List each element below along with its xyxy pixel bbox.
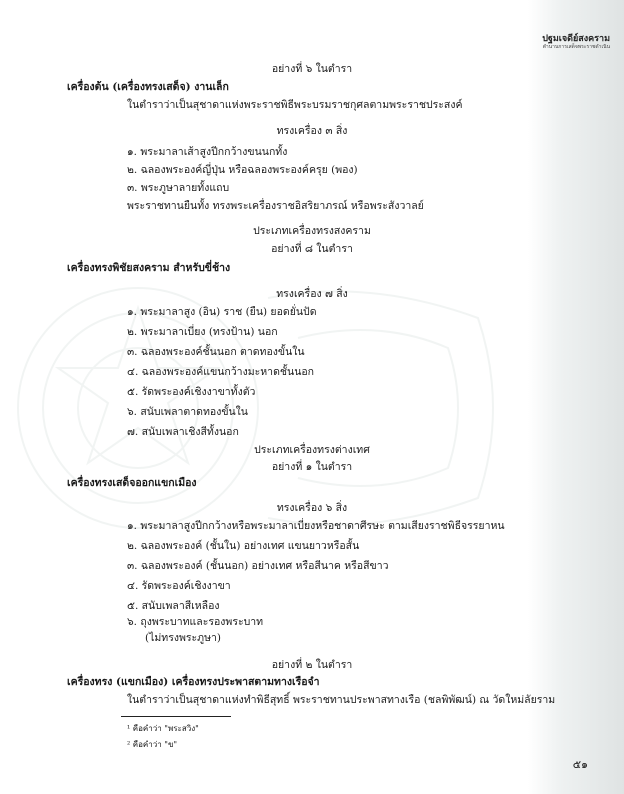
entry-title: เครื่องทรงพิชัยสงคราม สำหรับขี่ช้าง [67, 262, 231, 274]
entry-title: เครื่องทรง (แขกเมือง) เครื่องทรงประพาสตามทางเรือจำ [67, 676, 320, 688]
list-item: ๒. พระมาลาเบี่ยง (ทรงป้าน) นอก [127, 326, 278, 338]
list-item-note: (ไม่ทรงพระภูษา) [145, 632, 222, 644]
list-item: ๑. พระมาลาสูง (อิน) ราช (ยืน) ยอดยั่นปัด [127, 306, 317, 318]
entry-description: ในตำราว่าเป็นสุชาดาแห่งพระราชพิธีพระบรมราชกุศลตามพระราชประสงค์ [127, 99, 463, 111]
footnote: ¹ คือคำว่า "พระสวิง" [127, 724, 199, 733]
list-item: ๕. สนับเพลาสีเหลือง [127, 600, 220, 612]
list-item: ๗. สนับเพลาเชิงสีทั้งนอก [127, 426, 239, 438]
page-number: ๕๑ [572, 758, 588, 771]
list-item: ๓. ฉลองพระองค์ (ชั้นนอก) อย่างเทศ หรือสีนาค หรือสีขาว [127, 560, 389, 572]
section-heading: อย่างที่ ๒ ในตำรา [271, 659, 353, 671]
subsection-heading: ทรงเครื่อง ๓ สิ่ง [276, 125, 348, 137]
entry-title: เครื่องต้น (เครื่องทรงเสด็จ) งานเล็ก [67, 81, 229, 93]
entry-description: ในตำราว่าเป็นสุชาดาแห่งทำพิธีสุทธิ์ พระราชทานประพาสทางเรือ (ชลพิพัฒน์) ณ วัดใหม่ลัยราม [127, 694, 556, 706]
list-item: ๒. ฉลองพระองค์ญี่ปุ่น หรือฉลองพระองค์ครุย (พอง) [127, 164, 358, 176]
section-heading: อย่างที่ ๑ ในตำรา [271, 461, 353, 473]
list-item: ๓. ฉลองพระองค์ชั้นนอก ตาดทองขั้นใน [127, 346, 305, 358]
category-heading: ประเภทเครื่องทรงต่างเทศ [254, 444, 370, 456]
list-item: ๒. ฉลองพระองค์ (ชั้นใน) อย่างเทศ แขนยาวหรือสั้น [127, 540, 360, 552]
running-header-subtitle: ตำนานการเสด็จพระราชดำเนิน [542, 44, 610, 50]
subsection-heading: ทรงเครื่อง ๗ สิ่ง [276, 288, 348, 300]
list-item: ๕. รัดพระองค์เชิงงาขาทั้งตัว [127, 386, 256, 398]
list-item: ๖. สนับเพลาตาดทองขั้นใน [127, 406, 248, 418]
list-item: ๔. รัดพระองค์เชิงงาขา [127, 580, 231, 592]
category-heading: ประเภทเครื่องทรงสงคราม [253, 225, 371, 237]
list-item: ๖. ถุงพระบาทและรองพระบาท [127, 616, 264, 628]
footnote: ² คือคำว่า "ข" [127, 740, 178, 749]
list-item: ๓. พระภูษาลายทั้งแถบ [127, 182, 230, 194]
list-item: ๑. พระมาลาเส้าสูงปีกกว้างขนนกทั้ง [127, 146, 288, 158]
subsection-heading: ทรงเครื่อง ๖ สิ่ง [276, 502, 348, 514]
list-item: ๑. พระมาลาสูงปีกกว้างหรือพระมาลาเบี่ยงหรือชาดาศีรษะ ตามเสียงราชพิธีจรรยาหน [127, 520, 505, 532]
running-header-title: ปฐมเจดีย์สงคราม [542, 34, 610, 44]
entry-title: เครื่องทรงเสด็จออกแขกเมือง [67, 477, 197, 489]
footnote-divider [121, 716, 231, 717]
section-heading: อย่างที่ ๖ ในตำรา [271, 63, 353, 75]
list-item: ๔. ฉลองพระองค์แขนกว้างมะหาดชั้นนอก [127, 366, 315, 378]
entry-note: พระราชทานยืนทั้ง ทรงพระเครื่องราชอิสริยาภรณ์ หรือพระสังวาลย์ [127, 200, 424, 212]
section-heading: อย่างที่ ๘ ในตำรา [271, 243, 353, 255]
decorative-side-band [528, 0, 624, 794]
